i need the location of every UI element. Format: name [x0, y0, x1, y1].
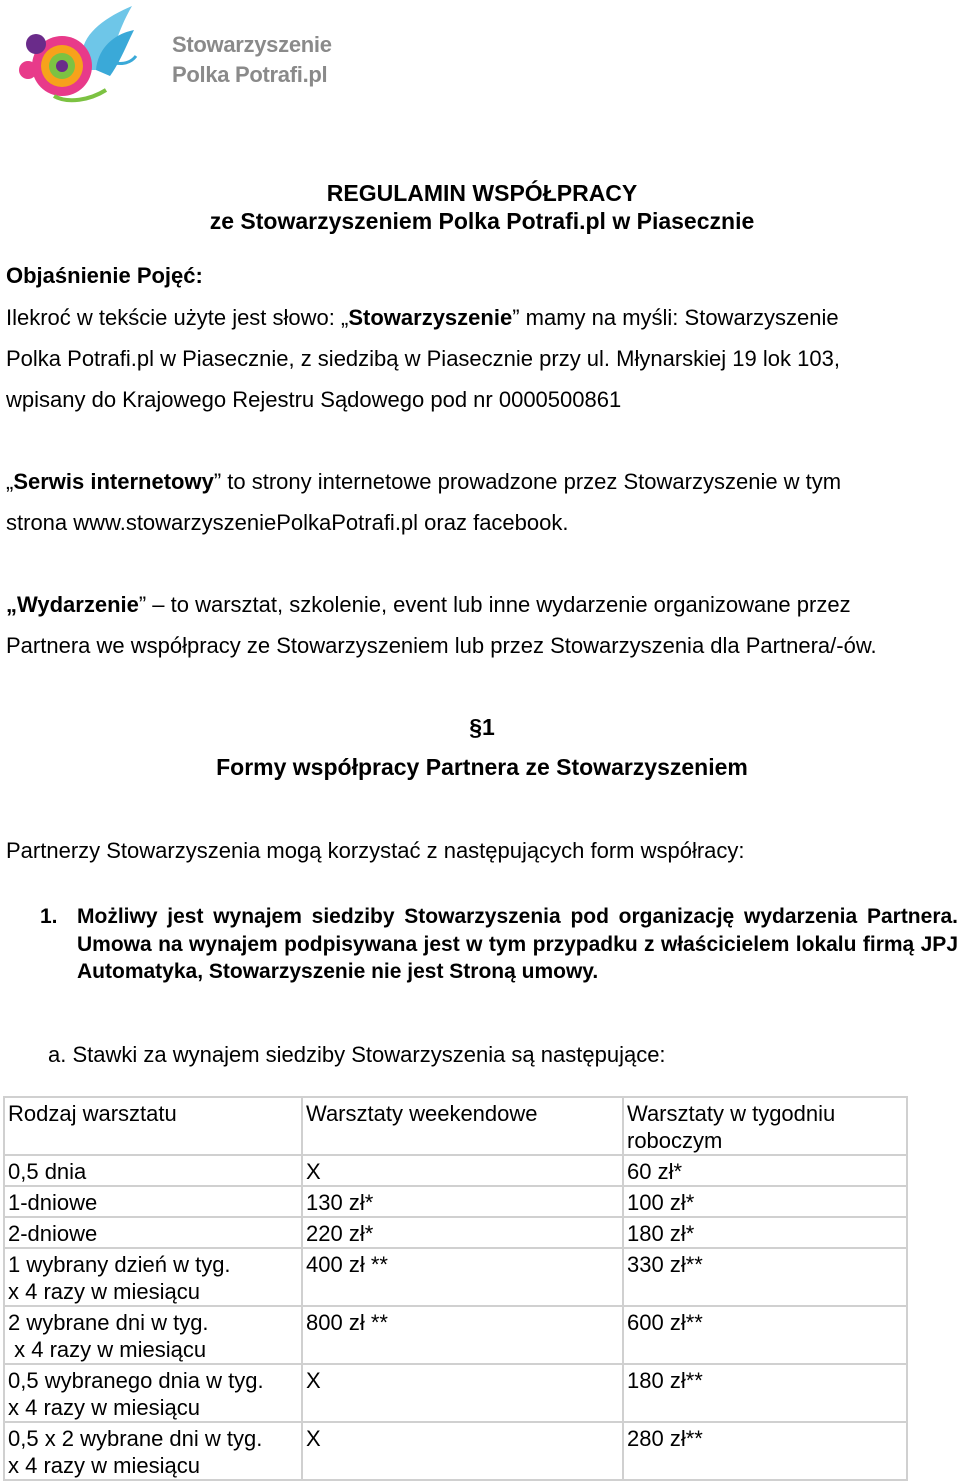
sub-item-text: Stawki za wynajem siedziby Stowarzyszenia są następujące: — [72, 1042, 666, 1067]
logo-line-1: Stowarzyszenie — [172, 32, 332, 57]
table-cell: 1 wybrany dzień w tyg. x 4 razy w miesiącu — [4, 1248, 302, 1306]
definition-wydarzenie-line1 — [6, 584, 946, 625]
logo-line-2: Polka Potrafi.pl — [172, 62, 328, 87]
flower-logo-icon — [14, 0, 144, 108]
definition-wydarzenie-line2: Partnera we współpracy ze Stowarzyszeniem lub przez Stowarzyszenia dla Partnera/-ów. — [6, 633, 877, 658]
table-cell: 100 zł* — [623, 1186, 907, 1217]
sub-item-a — [48, 1034, 960, 1075]
section-number: §1 — [469, 714, 495, 740]
table-cell: 0,5 wybranego dnia w tyg. x 4 razy w miesiącu — [4, 1364, 302, 1422]
definitions-heading: Objaśnienie Pojęć: — [6, 263, 203, 288]
table-row — [4, 1217, 907, 1248]
association-logo — [14, 0, 334, 110]
table-row — [4, 1186, 907, 1217]
table-cell: 400 zł ** — [302, 1248, 623, 1306]
table-header-row — [4, 1097, 907, 1155]
table-cell: 2 wybrane dni w tyg. x 4 razy w miesiącu — [4, 1306, 302, 1364]
item-number: 1. — [40, 905, 58, 928]
definition-stowarzyszenie-line1 — [6, 297, 946, 338]
table-cell: X — [302, 1422, 623, 1480]
def-pre: Ilekroć w tekście użyte jest słowo: „ — [6, 305, 349, 330]
def-post: ” mamy na myśli: Stowarzyszenie — [512, 305, 839, 330]
table-row — [4, 1306, 907, 1364]
table-cell: 180 zł* — [623, 1217, 907, 1248]
table-row — [4, 1155, 907, 1186]
term-wydarzenie: Wydarzenie — [17, 592, 139, 617]
definition-stowarzyszenie-line2: Polka Potrafi.pl w Piasecznie, z siedzibą w Piasecznie przy ul. Młynarskiej 19 lok 103, — [6, 346, 840, 371]
table-cell: 0,5 dnia — [4, 1155, 302, 1186]
table-row — [4, 1248, 907, 1306]
document-title: REGULAMIN WSPÓŁPRACY — [326, 180, 638, 206]
table-cell: 60 zł* — [623, 1155, 907, 1186]
table-cell: 0,5 x 2 wybrane dni w tyg. x 4 razy w miesiącu — [4, 1422, 302, 1480]
table-cell: 280 zł** — [623, 1422, 907, 1480]
rates-table — [3, 1096, 908, 1481]
table-cell: X — [302, 1155, 623, 1186]
term-serwis: Serwis internetowy — [13, 469, 214, 494]
table-cell: 800 zł ** — [302, 1306, 623, 1364]
table-header-cell: Warsztaty weekendowe — [302, 1097, 623, 1155]
definition-serwis-line1 — [6, 461, 946, 502]
sub-item-letter: a. — [48, 1042, 67, 1067]
definition-stowarzyszenie-line3: wpisany do Krajowego Rejestru Sądowego pod nr 0000500861 — [6, 387, 622, 412]
definition-serwis-line2: strona www.stowarzyszeniePolkaPotrafi.pl oraz facebook. — [6, 510, 569, 535]
document-subtitle: ze Stowarzyszeniem Polka Potrafi.pl w Piasecznie — [209, 208, 755, 234]
item-text: Możliwy jest wynajem siedziby Stowarzyszenia pod organizację wydarzenia Partnera. Umowa na wynajem podpisywana jest w tym przypadku z właścicielem lokalu firmą JPJ Automatyka, Stowarzyszenie nie jest Stroną umowy. — [77, 905, 958, 983]
table-cell: 2-dniowe — [4, 1217, 302, 1248]
table-cell: 330 zł** — [623, 1248, 907, 1306]
def-pre: „ — [6, 469, 14, 494]
numbered-item-1 — [40, 903, 958, 986]
table-cell: 220 zł* — [302, 1217, 623, 1248]
table-cell: 600 zł** — [623, 1306, 907, 1364]
table-cell: 1-dniowe — [4, 1186, 302, 1217]
table-header-cell: Warsztaty w tygodniu roboczym — [623, 1097, 907, 1155]
table-cell: X — [302, 1364, 623, 1422]
def-post: ” – to warsztat, szkolenie, event lub inne wydarzenie organizowane przez — [138, 592, 851, 617]
section-heading: Formy współpracy Partnera ze Stowarzyszeniem — [216, 754, 748, 780]
def-pre: „ — [6, 592, 17, 617]
def-post: ” to strony internetowe prowadzone przez Stowarzyszenie w tym — [213, 469, 842, 494]
table-header-cell: Rodzaj warsztatu — [4, 1097, 302, 1155]
table-row — [4, 1422, 907, 1480]
table-cell: 130 zł* — [302, 1186, 623, 1217]
section-intro: Partnerzy Stowarzyszenia mogą korzystać z następujących form współracy: — [6, 838, 745, 863]
term-stowarzyszenie: Stowarzyszenie — [348, 305, 513, 330]
table-row — [4, 1364, 907, 1422]
table-cell: 180 zł** — [623, 1364, 907, 1422]
